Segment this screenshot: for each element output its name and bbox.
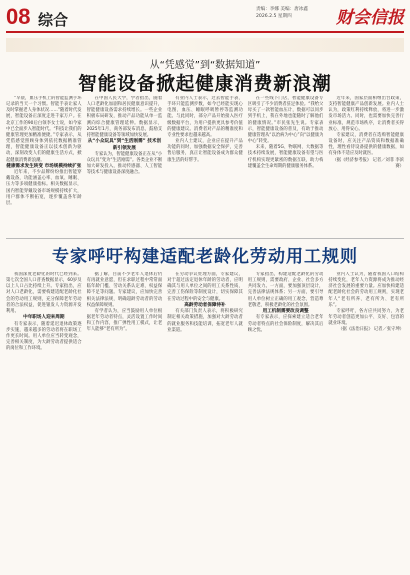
article2-headline: 专家呼吁构建适配老龄化劳动用工规则: [52, 247, 358, 267]
section-title: 综合: [38, 11, 69, 29]
paragraph: 有关部门负责人表示，将积极研究制定相关政策措施，加强对大龄劳动者的就业服务和技能培训，拓宽老年人就业渠道。: [167, 309, 243, 333]
article1-col-3: [167, 96, 243, 236]
subhead: 高龄劳动者保障待补: [184, 302, 226, 308]
header-decoration: [6, 38, 404, 52]
article1-col-2: [87, 96, 163, 236]
paragraph: 有专家表示，应探索建立适合老年劳动者特点的社会保险制度，解决其后顾之忧。: [247, 315, 324, 333]
paragraph: 业内人士认为，随着我国人口结构持续变化，老年人力资源将成为推动经济社会发展的重要力量。应加快构建适配老龄化社会的劳动用工规则，实现老年人“老有所养、老有所为、老有所乐”。: [328, 272, 404, 308]
article1-kicker: 从“凭感觉”到“数据知道”: [149, 60, 261, 71]
paragraph: 在中国人民大学，学者指出，随着人口老龄化加剧和居民健康意识提升，智能健康设备需求持续增长。一些企业积极布局研发，推动产品功能从单一监测向综合健康管理延伸。数据显示，2025年1月，商务部发布消息，鼓励支持智能健康设备等领域加快发展。: [86, 96, 163, 138]
article2-col-2: [87, 272, 163, 570]
paragraph: 未来，随着5G、物联网、大数据等技术持续发展，智能健康设备有望与医疗机构实现更紧密的数据互联，助力构建覆盖全生命周期的健康服务体系。: [247, 145, 324, 169]
paragraph: 专家呼吁，各方应共同努力，为老年劳动者创造更加公平、友好、包容的就业环境。: [328, 308, 404, 327]
credit-line: （据《经济参考报》 记者／刘菲 李滨赛）: [332, 157, 404, 169]
paragraph: 有专家表示，随着延迟退休政策逐步实施，越来越多的劳动者将在职场工作更长时间。用人单位应当转变观念，完善相关制度，为大龄劳动者提供适合的岗位和工作环境。: [6, 321, 82, 352]
paragraph: 专家认为，智能健康设备正在从“小众玩具”变为“生活刚需”。各类企业不断加大研发投入，推动传感器、人工智能等技术与健康设备深度融合。: [86, 151, 163, 176]
article1-col-1: [6, 96, 82, 236]
article1-body: [6, 96, 404, 236]
paragraph: 在劳动争议处理方面，专家建议，对于超过法定退休年龄的劳动者，应明确其与用人单位之间的用工关系性质，完善工伤保险等制度设计，切实保障其在劳动过程中的安全与健康。: [167, 272, 243, 302]
article2-col-5: [328, 272, 404, 570]
masthead-rule: [6, 31, 404, 33]
paragraph: 据了解，目前不少老年人退休后仍有再就业意愿，但在求职过程中常常面临年龄门槛、劳动关系认定难、权益保障不足等问题。专家建议，应加快完善相关法律法规，明确超龄劳动者的劳动权益保障规则。: [86, 272, 163, 308]
paragraph: 我国深度老龄化的时代已经到来。第七次全国人口普查数据显示，60岁及以上人口占比持续上升。专家指出，应对人口老龄化，需要构建适配老龄化社会的劳动用工规则，充分保障老年劳动者的合法权益，促进银发人力资源开发利用。: [6, 272, 82, 314]
article2-col-4: [248, 272, 324, 570]
article1-col-4: [248, 96, 324, 236]
page-number: 08: [6, 4, 31, 29]
masthead: [0, 0, 410, 34]
article1-col-5: [328, 96, 404, 236]
editor-info: [256, 6, 326, 20]
paragraph: 有业内人士表示，过去智能手表、手环只能监测步数，如今已经能实现心电图、血压、睡眠呼吸暂停等监测功能。与此同时，部分产品开始接入医疗级数据平台，为用户提供更具参考价值的健康建议。消费者对产品的精准度和专业性要求也越来越高。: [167, 96, 243, 138]
paragraph: 专家建议，消费者在选购智能健康设备时，应关注产品资质和数据准确性，理性看待设备提供的健康数据，如有身体不适应及时就医。: [328, 132, 404, 157]
subhead: 中年职场人迎来周期: [23, 315, 65, 321]
paragraph: 有学者认为，应当鼓励用人单位根据老年劳动者特点，灵活设置工作时间和工作内容，推广弹性用工模式，让老年人能够“老有所为”。: [86, 308, 163, 333]
subhead: 用工机制需要改良调整: [262, 308, 309, 314]
article2-col-3: [167, 272, 243, 570]
article2-col-1: [6, 272, 82, 570]
subhead: 从“小众玩具”到“生活刚需” 技术创新引领发展: [87, 139, 162, 151]
subhead: 健康需求发生转变 市场规模持续扩张: [6, 163, 82, 169]
date-line: 2026.2.5 星期四: [256, 14, 292, 19]
paragraph: 近年来，不少品牌纷纷推出智能穿戴设备，功能涵盖心率、血氧、睡眠、压力等多项健康指标。相关数据显示，国内智能穿戴设备市场规模持续扩大，用户群体不断拓宽，逐步覆盖各年龄层。: [6, 170, 82, 206]
article1-headline: 智能设备掀起健康消费新浪潮: [78, 74, 332, 95]
paragraph: “早晨，血压手机上的智能监测手环记录的当天一个习惯。智能手表让家人及时掌握老人身体状况……”随着时代发展，智能设备正深度走进千家万户。在北京工作的90后白领李女士说，如今家中已全面步入智能时代。“科技让我们的健康管理更加精准便捷。”专家表示，从凭借感觉照顾身体到依托数据精准管理，智能健康设备正以技术创新为驱动，深刻改变人们的健康生活方式，掀起健康消费新浪潮。: [6, 96, 82, 163]
credit-line: （据《法治日报》 记者／张守坤）: [338, 327, 404, 333]
section-divider: [6, 238, 404, 239]
paragraph: 业内人士建议，企业应在提升产品功能的同时，加强数据安全保护，完善售后服务，真正让智能设备成为群众健康生活的好帮手。: [167, 139, 243, 163]
newspaper-logo: 财会信报: [336, 8, 404, 28]
editor-line: 责编：李娜 美编：唐冰鑫: [256, 7, 308, 12]
paragraph: 近年来，国家层面相继出台政策，支持智能健康产品创新发展。业内人士认为，政策红利持续释放，将进一步激发市场活力。同时，也需要加快完善行业标准，规范市场秩序，让消费者买得放心、用得安心。: [328, 96, 404, 132]
paragraph: 在一些线下门店，智能健康设备专区吸引了不少消费者驻足体验。“我给父母买了一款智能血压计，数据可以同步到手机上，我在外地也能随时了解他们的健康情况。”市民张先生说。专家表示，智能健康设备的普及，有助于推动健康管理从“以治病为中心”向“以健康为中心”转变。: [247, 96, 324, 145]
article2-body: [6, 272, 404, 570]
paragraph: 专家指出，构建适配老龄化的劳动用工规则，需要政府、企业、社会多方共同发力。一方面，要加强顶层设计，完善法律法规体系；另一方面，要引导用人单位树立正确的用工观念，营造尊老敬老、积极老龄化的社会氛围。: [247, 272, 324, 308]
